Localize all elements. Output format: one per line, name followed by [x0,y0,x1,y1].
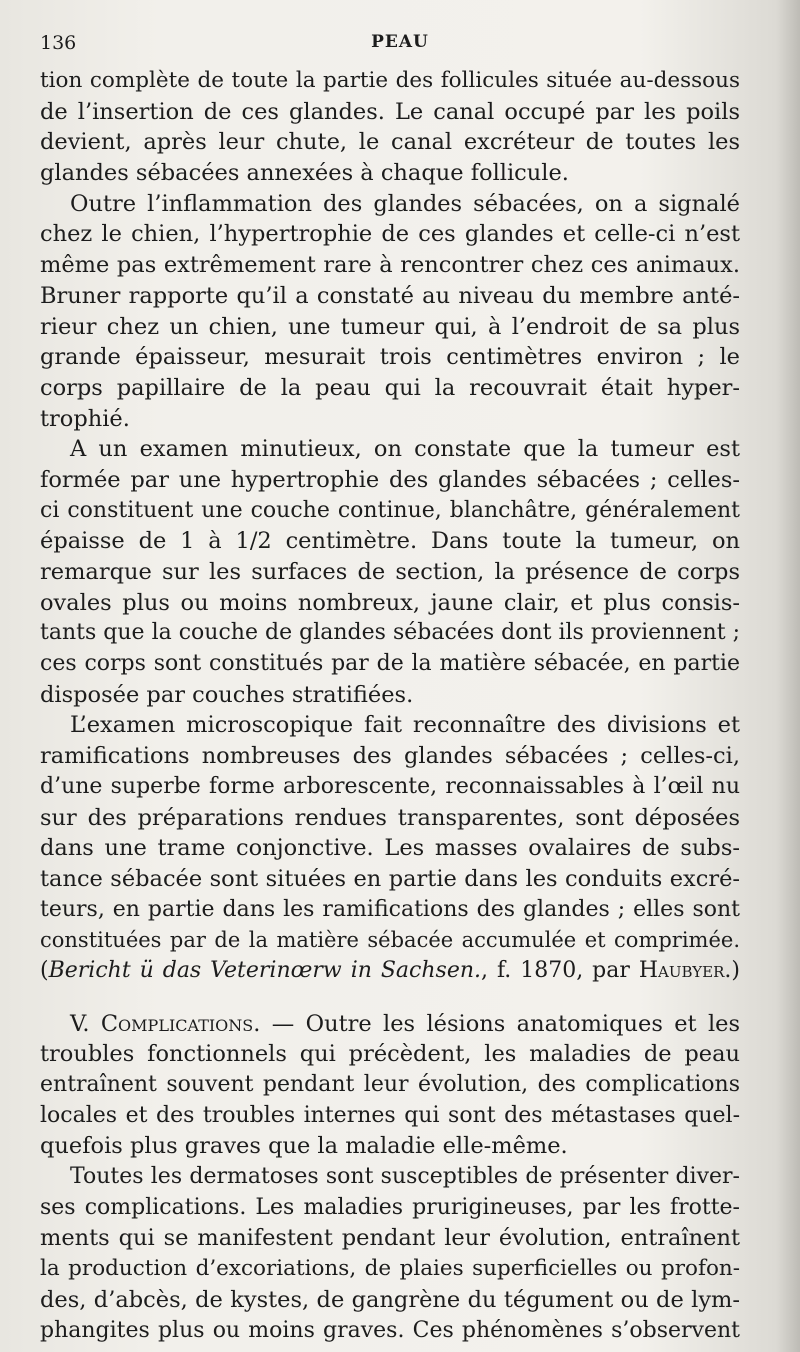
text-line: A un examen minutieux, on constate que la tumeur est [70,436,740,463]
text-line: ces corps sont constitués par de la matière sébacée, en partie [40,651,740,677]
text-line: dans une trame conjonctive. Les masses ovalaires de subs- [40,835,740,862]
section-heading-line [40,1009,740,1040]
citation-line [40,956,740,987]
text-line: formée par une hypertrophie des glandes sébacées ; celles- [40,466,740,493]
text-line: disposée par couches stratifiées. [40,681,414,708]
text-line: des, d’abcès, de kystes, de gangrène du tégument ou de lym- [40,1286,740,1313]
text-line: glandes sébacées annexées à chaque follicule. [40,160,569,187]
citation-source: Bericht ü das Veterinœrw in Sachsen. [48,957,481,983]
text-line: locales et des troubles internes qui sont des métastases quel- [40,1102,740,1128]
text-line: quefois plus graves que la maladie elle-même. [40,1133,568,1160]
text-line: Bruner rapporte qu’il a constaté au niveau du membre anté- [40,282,740,309]
section-spacer [40,987,740,1009]
text-line: la production d’excoriations, de plaies superficielles ou profon- [40,1256,740,1282]
text-line: chez le chien, l’hypertrophie de ces glandes et celle-ci n’est [40,221,740,248]
section-first-line: . — Outre les lésions anatomiques et les [253,1010,741,1037]
text-line: phangites plus ou moins graves. Ces phénomènes s’observent [40,1317,740,1343]
text-line: épaisse de 1 à 1/2 centimètre. Dans toute la tumeur, on [40,528,740,555]
section-number: V. [70,1010,101,1037]
text-line: remarque sur les surfaces de section, la présence de corps [40,559,740,585]
text-line: Toutes les dermatoses sont susceptibles de présenter diver- [70,1164,740,1190]
citation-author: Haubyer [638,957,725,983]
text-line: grande épaisseur, mesurait trois centimètres environ ; le [40,344,740,371]
section-heading: Complications [100,1010,254,1037]
text-line: L’examen microscopique fait reconnaître des divisions et [70,712,740,739]
text-line: ses complications. Les maladies prurigineuses, par les frotte- [40,1194,740,1220]
citation-open: ( [40,957,49,983]
text-line: sur des préparations rendues transparentes, sont déposées [40,804,740,831]
running-title: PEAU [371,32,429,52]
text-line: troubles fonctionnels qui précèdent, les maladies de peau [40,1041,740,1068]
paragraph-1 [40,66,740,189]
text-line: rieur chez un chien, une tumeur qui, à l’endroit de sa plus [40,313,740,340]
text-line: trophié. [40,405,130,432]
text-line: constituées par de la matière sébacée accumulée et comprimée. [40,928,740,953]
text-line: ovales plus ou moins nombreux, jaune clair, et plus consis- [40,589,740,616]
paragraph-4 [40,710,740,986]
text-line: d’une superbe forme arborescente, reconnaissables à l’œil nu [40,773,740,799]
section-complications [40,1009,740,1162]
citation-details: , f. 1870, par [481,957,639,983]
body-text [40,66,740,1346]
text-line: teurs, en partie dans les ramifications des glandes ; elles sont [40,896,740,922]
text-line: même pas extrêmement rare à rencontrer chez ces animaux. [40,252,740,279]
text-line: tants que la couche de glandes sébacées dont ils proviennent ; [40,620,740,646]
page-header [40,28,760,58]
text-line: devient, après leur chute, le canal excréteur de toutes les [40,129,740,156]
text-line: de l’insertion de ces glandes. Le canal occupé par les poils [40,98,740,125]
citation-close: .) [724,957,740,983]
page-number: 136 [40,32,77,54]
text-line: Outre l’inflammation des glandes sébacées, on a signalé [70,190,740,217]
text-line: tion complète de toute la partie des follicules située au-dessous [40,68,740,93]
text-line: ramifications nombreuses des glandes sébacées ; celles-ci, [40,743,740,770]
text-line: tance sébacée sont situées en partie dans les conduits excré- [40,865,740,892]
text-line: corps papillaire de la peau qui la recouvrait était hyper- [40,374,740,401]
paragraph-3 [40,434,740,710]
paragraph-last [40,1162,740,1346]
text-line: ci constituent une couche continue, blanchâtre, généralement [40,497,740,523]
paragraph-2 [40,189,740,435]
text-line: entraînent souvent pendant leur évolution, des complications [40,1072,740,1097]
text-line: ments qui se manifestent pendant leur évolution, entraînent [40,1225,740,1252]
